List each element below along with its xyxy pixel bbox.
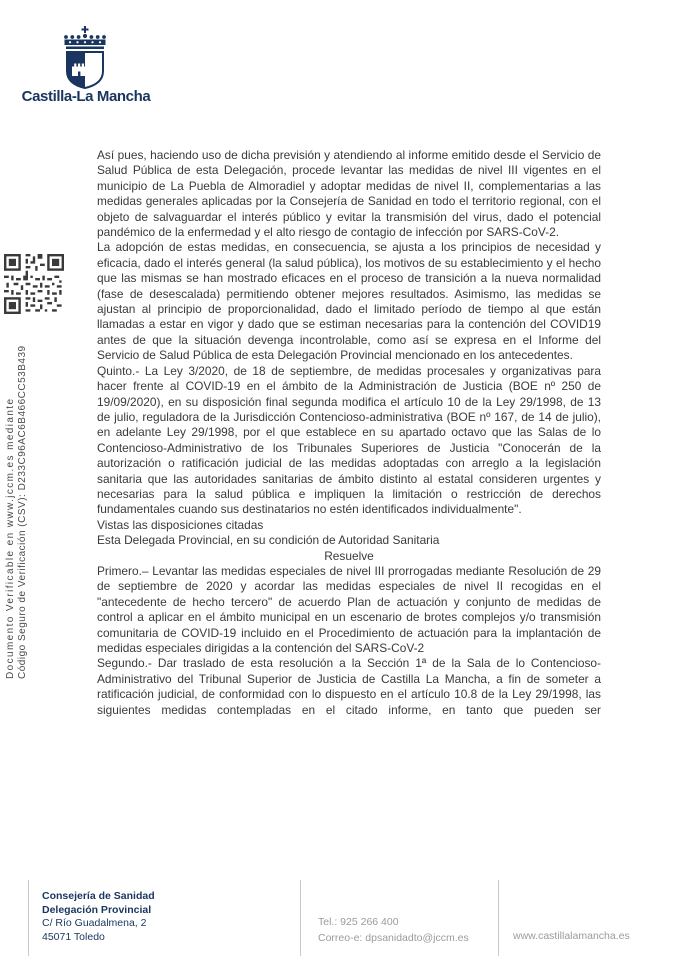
paragraph-segundo: Segundo.- Dar traslado de esta resolución a la Sección 1ª de la Sala de lo Contencioso-Administrativo del Tribunal Superior de Justicia de Castilla La Mancha, a fin de someter a ratificación judicial, de conformidad con lo dispuesto en el artículo 10.8 de la Ley 29/1998, las siguientes medidas contempladas en el citado informe, en tanto que pueden ser: [97, 656, 601, 717]
footer-email: Correo-e: dpsanidadto@jccm.es: [318, 932, 469, 944]
footer-address-street: C/ Río Guadalmena, 2: [42, 917, 147, 929]
line-vistas: Vistas las disposiciones citadas: [97, 517, 264, 532]
verification-text-line-2: Código Seguro de Verificación (CSV): D233C96AC6B466CC53B439: [17, 345, 28, 679]
document-body: [97, 148, 601, 718]
paragraph-primero: Primero.– Levantar las medidas especiales de nivel III prorrogadas mediante Resolución de 29 de septiembre de 2020 y acordar las medidas especiales de nivel II recogidas en el "antecedente de hecho tercero" de acuerdo Plan de actuación y conjunto de medidas de control a aplicar en el ámbito municipal en un escenario de brotes complejos y/o transmisión comunitaria de COVID-19 incluido en el Procedimiento de actuación para la implantación de medidas especiales dirigidas a la contención del SARS-CoV-2: [97, 563, 601, 655]
footer-address-city: 45071 Toledo: [42, 930, 105, 943]
footer-org-name: Consejería de Sanidad: [42, 890, 155, 902]
paragraph-quinto: Quinto.- La Ley 3/2020, de 18 de septiembre, de medidas procesales y organizativas para hacer frente al COVID-19 en el ámbito de la Administración de Justicia (BOE nº 250 de 19/09/2020), en su disposición final segunda modifica el artículo 10 de la Ley 29/1998, de 13 de julio, reguladora de la Jurisdicción Contencioso-administrativa (BOE nº 167, de 14 de julio), en adelante Ley 29/1998, por el que establece en su apartado octavo que las Salas de lo Contencioso-Administrativo de los Tribunales Superiores de Justicia "Conocerán de la autorización o ratificación judicial de las medidas adoptadas con arreglo a la legislación sanitaria que las autoridades sanitarias de ámbito distinto al estatal consideren urgentes y necesarias para la salud pública e impliquen la limitación o restricción de derechos fundamentales cuando sus destinatarios no estén identificados individualmente".: [97, 363, 601, 517]
paragraph-asi-pues: Así pues, haciendo uso de dicha previsión y atendiendo al informe emitido desde el Servicio de Salud Pública de esta Delegación, procede levantar las medidas de nivel III vigentes en el municipio de La Puebla de Almoradiel y adoptar medidas de nivel II, complementarias a las medidas generales aplicadas por la Consejería de Sanidad en todo el territorio regional, con el objeto de salvaguardar el interés público y evitar la transmisión del virus, dado el potencial pandémico de la enfermedad y el alto riesgo de contagio de infección por SARS-CoV-2.: [97, 148, 601, 240]
footer-divider-right: [498, 880, 499, 956]
verification-text-line-1: Documento Verificable en www.jccm.es mediante: [5, 397, 16, 679]
footer-contact-block: [318, 914, 469, 946]
castilla-la-mancha-emblem-icon: [52, 26, 118, 90]
line-delegada: Esta Delegada Provincial, en su condición de Autoridad Sanitaria: [97, 533, 440, 548]
footer-website: www.castillalamancha.es: [513, 930, 630, 942]
paragraph-adopcion: La adopción de estas medidas, en consecuencia, se ajusta a los principios de necesidad y eficacia, dado el interés general (la salud pública), los motivos de su establecimiento y el hecho que las mismas se han mostrado eficaces en el proceso de transición a la nueva normalidad (fase de desescalada) permitiendo obtener mejores resultados. Asimismo, las medidas se ajustan al principio de proporcionalidad, dado el limitado período de tiempo al que están llamadas a estar en vigor y dado que se estiman necesarias para la contención del COVID19 antes de que la situación devenga incontrolable, como así se expresa en el Informe del Servicio de Salud Pública de esta Delegación Provincial mencionado en los antecedentes.: [97, 240, 601, 363]
footer-phone: Tel.: 925 266 400: [318, 916, 399, 928]
logo-wordmark: Castilla-La Mancha: [21, 88, 151, 105]
heading-resuelve: Resuelve: [324, 548, 374, 563]
footer-address-block: [42, 890, 155, 944]
footer-org-unit: Delegación Provincial: [42, 903, 152, 916]
qr-code-icon: [4, 253, 64, 315]
footer-divider-left: [28, 880, 29, 956]
footer-divider-middle: [300, 880, 301, 956]
